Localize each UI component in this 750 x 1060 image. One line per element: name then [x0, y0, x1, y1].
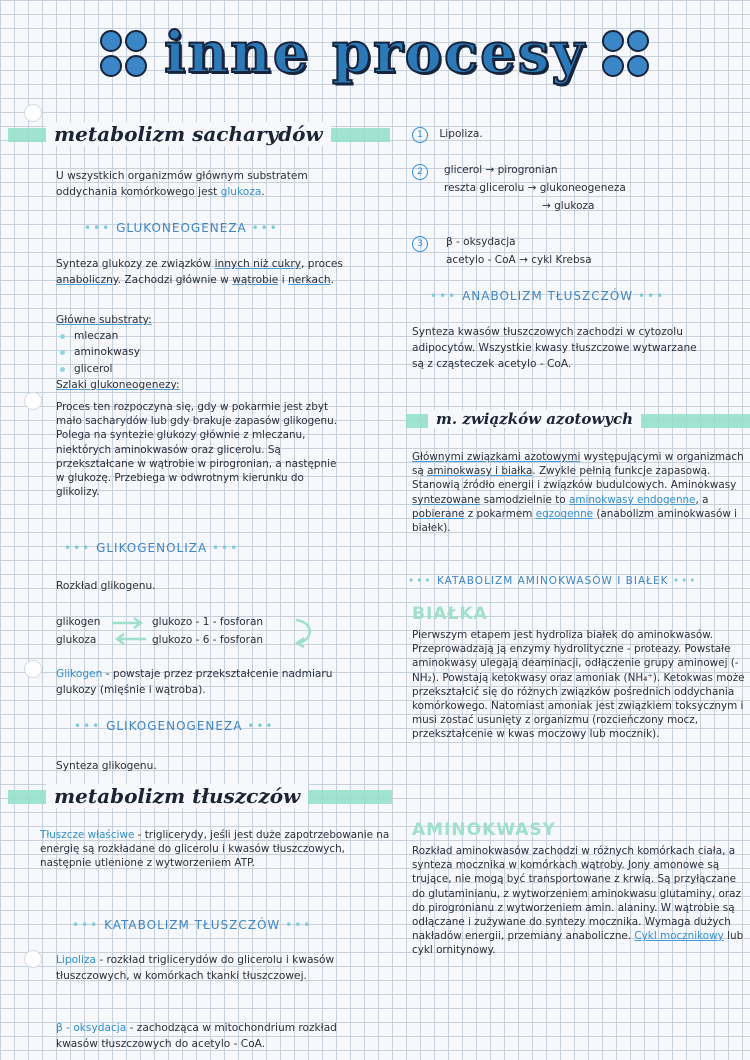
- punch-hole: [24, 660, 42, 678]
- beta-oxidation-paragraph: β - oksydacja - zachodząca w mitochondrium rozkład kwasów tłuszczowych do acetylo - CoA.: [56, 1022, 337, 1051]
- step-3-line-1: β - oksydacja: [446, 236, 516, 248]
- list-item: glicerol: [56, 361, 306, 377]
- substrates-label: Główne substraty:: [56, 314, 152, 326]
- step-1: 1 Lipoliza.: [412, 126, 483, 143]
- list-item: aminokwasy: [56, 344, 306, 360]
- subsection-title-glycogenolysis: ••• GLIKOGENOLIZA •••: [64, 541, 240, 555]
- subsection-title-gluconeogenesis: ••• GLUKONEOGENEZA •••: [84, 221, 279, 235]
- equation-right-1: glukozo - 1 - fosforan: [152, 616, 264, 628]
- gluconeogenesis-paragraph: Synteza glukozy ze związków innych niż cukry, proces anaboliczny. Zachodzi głównie w wątrobie i nerkach.: [56, 258, 343, 287]
- bubble-decoration-icon: [602, 30, 650, 77]
- equation-left-2: glukoza: [56, 634, 97, 646]
- intro-paragraph: U wszystkich organizmów głównym substratem oddychania komórkowego jest glukoza.: [56, 170, 308, 199]
- glycogen-synthesis-text: Synteza glikogenu.: [56, 760, 157, 772]
- step-number: 2: [412, 164, 428, 180]
- step-3-line-2: acetylo - CoA → cykl Krebsa: [446, 254, 592, 266]
- nitrogen-paragraph: Głównymi związkami azotowymi występującymi w organizmach są aminokwasy i białka. Zwykle pełnią funkcje zapasową. Stanowią źródło energii i związków budulcowych. Aminokwasy syntezowane samodzielnie to aminokwasy endogenne, a pobierane z pokarmem egzogenne (anabolizm aminokwasów i białek).: [412, 451, 744, 535]
- substrates-list: [56, 328, 306, 377]
- equation-right-2: glukozo - 6 - fosforan: [152, 634, 264, 646]
- step-number: 3: [412, 236, 428, 252]
- fat-anabolism-paragraph: Synteza kwasów tłuszczowych zachodzi w cytozolu adipocytów. Wszystkie kwasy tłuszczowe wytwarzane są z cząsteczek acetylo - CoA.: [412, 326, 697, 371]
- section-title-sugar-metabolism: metabolizm sacharydów: [46, 122, 331, 146]
- subsection-title-amino-acids: AMINOKWASY: [412, 820, 556, 840]
- fats-paragraph: Tłuszcze właściwe - triglicerydy, jeśli jest duże zapotrzebowanie na energię są rozkładane do glicerolu i kwasów tłuszczowych, następnie utlenione z wytworzeniem ATP.: [40, 829, 390, 870]
- punch-hole: [24, 104, 42, 122]
- proteins-paragraph: Pierwszym etapem jest hydroliza białek do aminokwasów. Przeprowadzają ją enzymy hydrolityczne - proteazy. Powstałe aminokwasy ulegają deaminacji, odłączenie grupy aminowej (-NH₂). Powstają ketokwasy oraz amoniak (NH₄⁺). Ketokwas może przekształcić się do różnych związków pośrednich oddychania komórkowego. Natomiast amoniak jest związkiem toksycznym i musi zostać usunięty z organizmu (rozcieńczony mocz, przekształcenie w kwas moczowy lub mocznik).: [412, 629, 745, 741]
- list-item: mleczan: [56, 328, 306, 344]
- subsection-title-fat-anabolism: ••• ANABOLIZM TŁUSZCZÓW •••: [430, 289, 666, 303]
- pathways-label: Szlaki glukoneogenezy:: [56, 378, 180, 391]
- page-header: [0, 18, 750, 88]
- page-title: inne procesy: [164, 20, 586, 86]
- subsection-title-glycogenesis: ••• GLIKOGENOGENEZA •••: [74, 719, 275, 733]
- subsection-title-fat-catabolism: ••• KATABOLIZM TŁUSZCZÓW •••: [72, 918, 313, 932]
- curved-arrow-icon: [292, 616, 316, 648]
- section-title-nitrogen-metabolism: m. związków azotowych: [428, 410, 641, 428]
- step-2-line-3: → glukoza: [542, 200, 595, 212]
- bubble-decoration-icon: [100, 30, 148, 77]
- amino-acids-paragraph: Rozkład aminokwasów zachodzi w różnych komórkach ciała, a synteza mocznika w komórkach wątroby. Jony amonowe są trujące, nie mogą być transportowane z krwią. Są przyłączane do glutaminianu, z wytworzeniem aminokwasu glutaminy, oraz do pirogronianu z wytworzeniem amin. alaniny. W wątrobie są odłączane i zużywane do syntezy mocznika. Wymaga dużych nakładów energii, przemiany anaboliczne. Cykl mocznikowy lub cykl ornitynowy.: [412, 845, 744, 957]
- glycogen-definition: Glikogen - powstaje przez przekształcenie nadmiaru glukozy (mięśnie i wątroba).: [56, 668, 333, 697]
- equation-left-1: glikogen: [56, 616, 101, 628]
- glycogen-equation: [56, 614, 326, 650]
- punch-hole: [24, 392, 42, 410]
- subsection-title-proteins: BIAŁKA: [412, 604, 488, 624]
- lipolysis-paragraph: Lipoliza - rozkład triglicerydów do glicerolu i kwasów tłuszczowych, w komórkach tkanki tłuszczowej.: [56, 954, 335, 983]
- glycogen-breakdown-text: Rozkład glikogenu.: [56, 580, 156, 592]
- step-2-line-2: reszta glicerolu → glukoneogeneza: [444, 182, 626, 194]
- section-title-fat-metabolism: metabolizm tłuszczów: [46, 784, 308, 808]
- pathways-paragraph: Proces ten rozpoczyna się, gdy w pokarmie jest zbyt mało sacharydów lub gdy brakuje zapasów glikogenu. Polega na syntezie glukozy głównie z mleczanu, niektórych aminokwasów oraz glicerolu. Są przekształcane w wątrobie w pirogronian, a następnie w glukozę. Przebiega w odwrotnym kierunku do glikolizy.: [56, 401, 338, 499]
- step-2-line-1: glicerol → pirogronian: [444, 164, 558, 176]
- substrates-block: [56, 312, 306, 393]
- reversible-arrow-icon: [110, 616, 148, 646]
- step-number: 1: [412, 127, 428, 143]
- subsection-title-amino-catabolism: ••• KATABOLIZM AMINOKWASÓW I BIAŁEK •••: [408, 575, 698, 587]
- punch-hole: [24, 950, 42, 968]
